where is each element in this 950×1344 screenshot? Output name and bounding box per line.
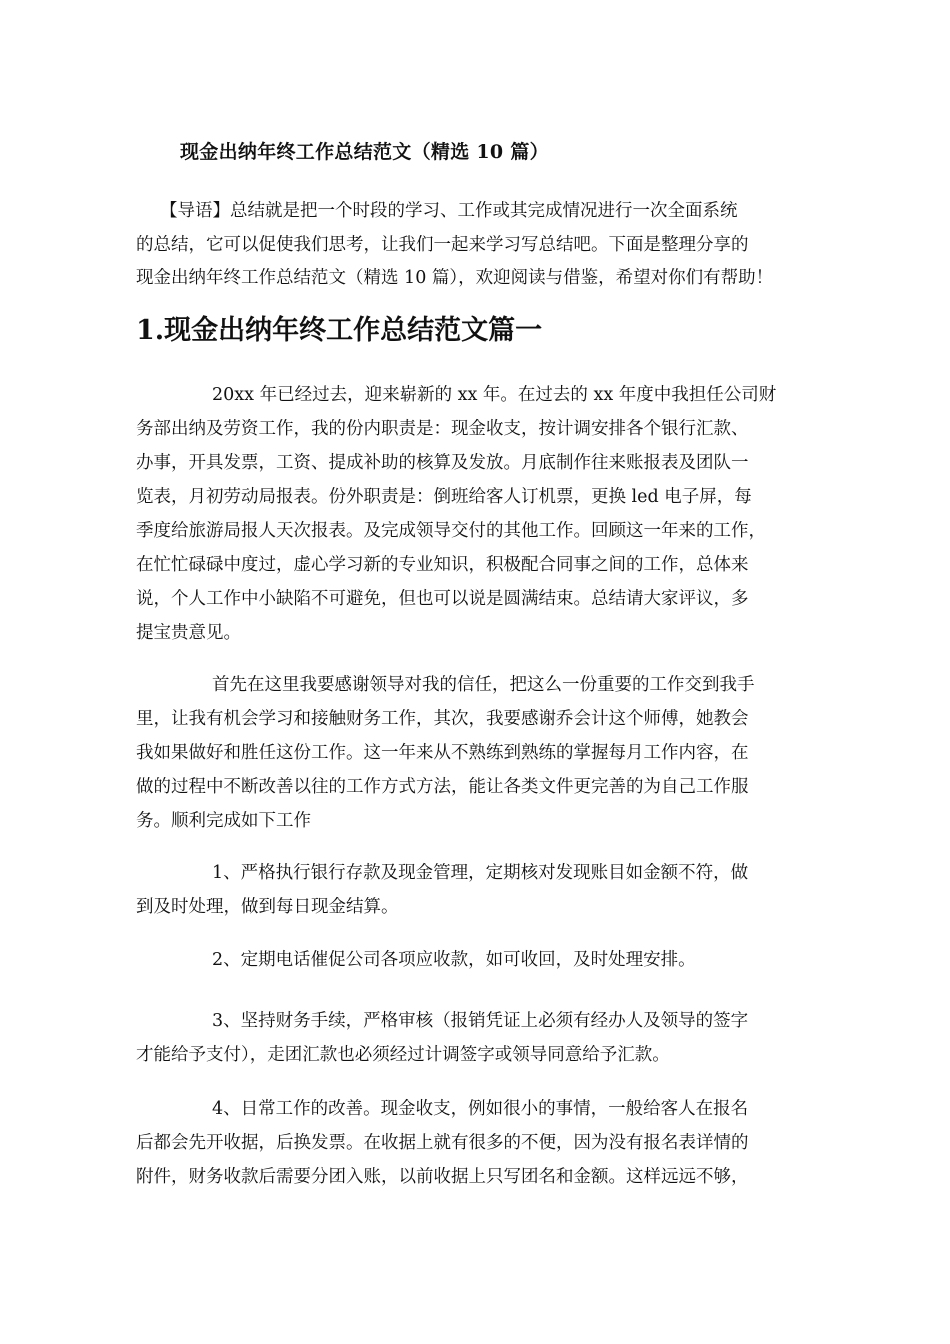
intro-line: 现金出纳年终工作总结范文（精选 10 篇），欢迎阅读与借鉴，希望对你们有帮助！: [136, 268, 774, 288]
document-title: 现金出纳年终工作总结范文（精选 10 篇）: [180, 141, 549, 163]
paragraph-line: 里，让我有机会学习和接触财务工作，其次，我要感谢乔会计这个师傅，她教会: [136, 709, 749, 729]
paragraph-line: 务。顺利完成如下工作: [136, 811, 311, 831]
list-item-line: 2、定期电话催促公司各项应收款，如可收回，及时处理安排。: [212, 950, 696, 970]
paragraph-line: 提宝贵意见。: [136, 623, 241, 643]
list-item-line: 才能给予支付），走团汇款也必须经过计调签字或领导同意给予汇款。: [136, 1045, 670, 1065]
list-item-line: 1、严格执行银行存款及现金管理，定期核对发现账目如金额不符，做: [212, 863, 749, 883]
paragraph-line: 20xx 年已经过去，迎来崭新的 xx 年。在过去的 xx 年度中我担任公司财: [212, 385, 777, 405]
paragraph-line: 首先在这里我要感谢领导对我的信任，把这么一份重要的工作交到我手: [212, 675, 755, 695]
list-item-line: 3、坚持财务手续，严格审核（报销凭证上必须有经办人及领导的签字: [212, 1011, 749, 1031]
paragraph-line: 做的过程中不断改善以往的工作方式方法，能让各类文件更完善的为自己工作服: [136, 777, 749, 797]
list-item-line: 附件，财务收款后需要分团入账，以前收据上只写团名和金额。这样远远不够，: [136, 1167, 749, 1187]
paragraph-line: 览表，月初劳动局报表。份外职责是：倒班给客人订机票，更换 led 电子屏，每: [136, 487, 752, 507]
intro-line: 【导语】总结就是把一个时段的学习、工作或其完成情况进行一次全面系统: [160, 201, 738, 221]
intro-line: 的总结，它可以促使我们思考，让我们一起来学习写总结吧。下面是整理分享的: [136, 235, 749, 255]
section-heading: 1.现金出纳年终工作总结范文篇一: [136, 315, 543, 346]
list-item-line: 到及时处理，做到每日现金结算。: [136, 897, 399, 917]
paragraph-line: 我如果做好和胜任这份工作。这一年来从不熟练到熟练的掌握每月工作内容，在: [136, 743, 749, 763]
paragraph-line: 务部出纳及劳资工作，我的份内职责是：现金收支，按计调安排各个银行汇款、: [136, 419, 749, 439]
paragraph-line: 在忙忙碌碌中度过，虚心学习新的专业知识，积极配合同事之间的工作，总体来: [136, 555, 749, 575]
list-item-line: 后都会先开收据，后换发票。在收据上就有很多的不便，因为没有报名表详情的: [136, 1133, 749, 1153]
paragraph-line: 说，个人工作中小缺陷不可避免，但也可以说是圆满结束。总结请大家评议，多: [136, 589, 749, 609]
list-item-line: 4、日常工作的改善。现金收支，例如很小的事情，一般给客人在报名: [212, 1099, 749, 1119]
paragraph-line: 办事，开具发票，工资、提成补助的核算及发放。月底制作往来账报表及团队一: [136, 453, 749, 473]
paragraph-line: 季度给旅游局报人天次报表。及完成领导交付的其他工作。回顾这一年来的工作，: [136, 521, 766, 541]
